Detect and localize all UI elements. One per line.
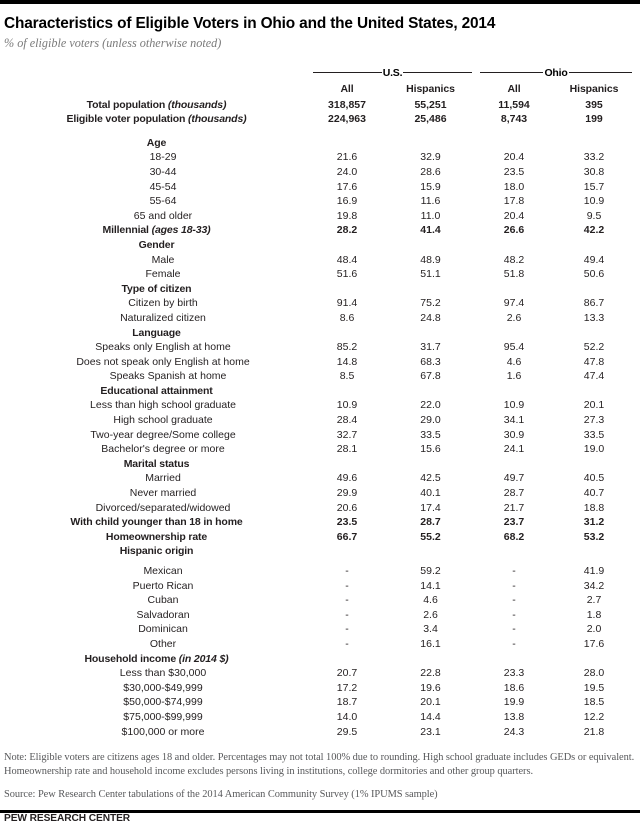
cell-us-hispanics: 51.1: [420, 268, 441, 281]
cell-ohio-all: [476, 326, 552, 341]
table-row: [4, 112, 636, 127]
cell-ohio-all: 34.1: [503, 414, 525, 427]
cell-ohio-hispanics: [552, 238, 636, 253]
row-label: Male: [151, 253, 175, 266]
cell-us-all: 28.2: [336, 224, 358, 237]
row-label: 18-29: [149, 151, 177, 164]
cell-ohio-all: 28.7: [503, 487, 525, 500]
table-row: [4, 398, 636, 413]
cell-ohio-hispanics: 47.4: [583, 370, 605, 383]
table-row: [4, 413, 636, 428]
row-label: Two-year degree/Some college: [90, 428, 236, 441]
cell-us-hispanics: 28.6: [420, 165, 441, 178]
table-row: [4, 296, 636, 311]
cell-us-all: 51.6: [336, 268, 358, 281]
table-row: [4, 326, 636, 341]
cell-us-all: [309, 384, 385, 399]
cell-ohio-hispanics: 34.2: [583, 579, 605, 592]
row-label: Marital status: [123, 457, 190, 470]
table-row: [4, 282, 636, 297]
row-label: Salvadoran: [136, 608, 190, 621]
cell-us-all: 17.2: [336, 681, 358, 694]
cell-ohio-all: [476, 384, 552, 399]
row-label: 55-64: [149, 195, 177, 208]
cell-ohio-all: [476, 238, 552, 253]
footnote-note: Note: Eligible voters are citizens ages 18 and older. Percentages may not total 100% due to rounding. High school graduate includes GEDs or equivalent. Homeownership rate and household income excludes persons living in institutions, college dormitories and other group quarters.: [4, 752, 635, 777]
table-head: [4, 65, 636, 98]
cell-ohio-all: 23.7: [503, 516, 525, 529]
cell-us-hispanics: 42.5: [420, 472, 441, 485]
cell-ohio-all: 18.0: [503, 180, 525, 193]
cell-us-all: 85.2: [336, 341, 358, 354]
cell-us-hispanics: 4.6: [423, 594, 438, 607]
cell-ohio-hispanics: 2.7: [586, 594, 602, 607]
cell-ohio-hispanics: 19.0: [583, 443, 605, 456]
row-label: Homeownership rate: [105, 530, 208, 543]
cell-us-hispanics: 23.1: [420, 725, 441, 738]
column-header-ohio-all: All: [507, 83, 521, 95]
cell-ohio-hispanics: 49.4: [583, 253, 605, 266]
cell-us-all: -: [345, 579, 349, 592]
cell-ohio-all: 30.9: [503, 428, 525, 441]
table-row: [4, 355, 636, 370]
table-row: [4, 442, 636, 457]
row-label: Never married: [129, 487, 197, 500]
cell-us-hispanics: 14.4: [420, 710, 441, 723]
cell-us-all: 66.7: [336, 530, 358, 543]
cell-us-all: 28.1: [336, 443, 358, 456]
table-row: [4, 340, 636, 355]
cell-us-all: 17.6: [336, 180, 358, 193]
cell-us-hispanics: 11.0: [420, 209, 441, 222]
table-row: [4, 194, 636, 209]
row-label: $30,000-$49,999: [123, 681, 203, 694]
row-label: 30-44: [149, 165, 177, 178]
cell-ohio-hispanics: 1.8: [586, 608, 602, 621]
table-row: [4, 136, 636, 151]
cell-ohio-hispanics: 52.2: [583, 341, 605, 354]
table-row: [4, 457, 636, 472]
row-label: Female: [145, 268, 181, 281]
cell-ohio-hispanics: 50.6: [583, 268, 605, 281]
cell-us-hispanics: [385, 457, 476, 472]
group-header-row: [4, 65, 636, 82]
cell-us-hispanics: 14.1: [420, 579, 441, 592]
cell-us-hispanics: 59.2: [420, 565, 441, 577]
cell-us-hispanics: 2.6: [423, 608, 438, 621]
cell-us-all: [309, 136, 385, 151]
row-label: Citizen by birth: [128, 297, 198, 310]
cell-us-all: 16.9: [336, 195, 358, 208]
row-label: Educational attainment: [100, 384, 213, 397]
table-footer: [4, 751, 636, 824]
page-content: [4, 0, 636, 824]
cell-us-all: 20.6: [336, 501, 358, 514]
cell-us-all: 23.5: [336, 516, 358, 529]
cell-us-all: 32.7: [336, 428, 358, 441]
row-label-emphasis: (ages 18-33): [151, 224, 211, 237]
table-row: [4, 608, 636, 623]
cell-us-hispanics: 3.4: [423, 623, 438, 636]
cell-us-hispanics: 24.8: [420, 311, 441, 324]
table-row: [4, 530, 636, 545]
table-row: [4, 725, 636, 740]
row-label: Cuban: [147, 594, 179, 607]
cell-ohio-all: -: [512, 594, 516, 607]
table-row: [4, 150, 636, 165]
cell-us-all: [309, 652, 385, 667]
cell-us-all: -: [345, 623, 349, 636]
cell-us-hispanics: [385, 282, 476, 297]
row-label: Puerto Rican: [132, 579, 194, 592]
page-subtitle: % of eligible voters (unless otherwise noted): [4, 36, 222, 50]
cell-ohio-all: -: [512, 637, 516, 650]
cell-us-hispanics: 17.4: [420, 501, 441, 514]
cell-ohio-hispanics: 27.3: [583, 414, 605, 427]
cell-ohio-all: 23.5: [503, 165, 525, 178]
table-row: [4, 710, 636, 725]
row-label: $100,000 or more: [121, 725, 205, 738]
row-label: Married: [145, 472, 181, 485]
table-row: [4, 666, 636, 681]
cell-ohio-hispanics: 13.3: [583, 311, 605, 324]
table-row: [4, 428, 636, 443]
table-row: [4, 253, 636, 268]
cell-us-all: 8.5: [339, 370, 355, 383]
cell-ohio-all: 48.2: [503, 253, 525, 266]
cell-ohio-hispanics: 41.9: [583, 565, 605, 577]
cell-ohio-hispanics: 40.5: [583, 472, 605, 485]
row-label: Household income (in 2014 $): [84, 652, 229, 665]
cell-ohio-all: [476, 282, 552, 297]
cell-ohio-all: 10.9: [503, 399, 525, 412]
cell-us-hispanics: 33.5: [420, 428, 441, 441]
table-row: [4, 564, 636, 579]
row-label: $75,000-$99,999: [123, 710, 203, 723]
cell-ohio-all: 49.7: [503, 472, 525, 485]
cell-ohio-hispanics: [552, 457, 636, 472]
cell-ohio-all: -: [512, 623, 516, 636]
cell-ohio-hispanics: 28.0: [583, 667, 605, 680]
cell-ohio-hispanics: 10.9: [583, 195, 605, 208]
cell-us-all: 14.0: [336, 710, 358, 723]
bottom-rule: [0, 810, 640, 813]
cell-us-hispanics: 19.6: [420, 681, 441, 694]
cell-ohio-all: 4.6: [506, 355, 522, 368]
cell-ohio-hispanics: 33.5: [583, 428, 605, 441]
table-row: [4, 515, 636, 530]
cell-ohio-hispanics: 31.2: [583, 516, 605, 529]
row-label: Millennial (ages 18-33): [102, 224, 211, 237]
group-label-us: U.S.: [382, 67, 403, 80]
column-header-us-hispanics: Hispanics: [406, 83, 455, 95]
cell-ohio-hispanics: 9.5: [586, 209, 602, 222]
cell-us-all: 18.7: [336, 696, 358, 709]
cell-ohio-all: [476, 457, 552, 472]
row-label: Dominican: [138, 623, 188, 636]
cell-us-hispanics: 29.0: [420, 414, 441, 427]
cell-us-all: 14.8: [336, 355, 358, 368]
cell-us-all: 19.8: [336, 209, 358, 222]
cell-ohio-all: 24.1: [503, 443, 525, 456]
cell-us-hispanics: 28.7: [420, 516, 441, 529]
row-label: Less than $30,000: [119, 667, 207, 680]
cell-ohio-all: 11,594: [498, 98, 530, 111]
cell-us-all: [309, 457, 385, 472]
row-label: Type of citizen: [121, 282, 192, 295]
cell-us-all: [309, 238, 385, 253]
cell-ohio-hispanics: 42.2: [583, 224, 605, 237]
row-label: Bachelor's degree or more: [101, 443, 225, 456]
table-row: [4, 695, 636, 710]
group-header-us: [309, 65, 476, 82]
cell-us-all: 8.6: [339, 311, 355, 324]
cell-us-hispanics: 68.3: [420, 355, 441, 368]
characteristics-table: [4, 65, 636, 739]
cell-ohio-all: 23.3: [503, 667, 525, 680]
cell-ohio-all: [476, 652, 552, 667]
table-row: [4, 501, 636, 516]
row-label: Naturalized citizen: [120, 311, 206, 324]
table-row: [4, 486, 636, 501]
cell-ohio-hispanics: 199: [585, 113, 603, 126]
cell-us-hispanics: [385, 136, 476, 151]
cell-us-hispanics: 15.9: [420, 180, 441, 193]
cell-us-all: [309, 326, 385, 341]
row-label-emphasis: (in 2014 $): [178, 652, 229, 665]
cell-ohio-hispanics: 53.2: [583, 530, 605, 543]
dash-rule-right: [569, 72, 632, 73]
table-row: [4, 223, 636, 238]
page-title: Characteristics of Eligible Voters in Ohio and the United States, 2014: [4, 15, 496, 32]
cell-us-hispanics: 32.9: [420, 151, 441, 164]
cell-us-hispanics: 48.9: [420, 253, 441, 266]
cell-ohio-all: 20.4: [503, 151, 525, 164]
cell-ohio-all: 26.6: [503, 224, 525, 237]
cell-us-all: [309, 282, 385, 297]
cell-us-all: 29.9: [336, 487, 358, 500]
cell-ohio-hispanics: 20.1: [583, 399, 605, 412]
cell-ohio-hispanics: [552, 652, 636, 667]
cell-us-hispanics: [385, 326, 476, 341]
cell-ohio-all: 17.8: [503, 195, 525, 208]
cell-ohio-all: 21.7: [503, 501, 525, 514]
table-row: [4, 637, 636, 652]
row-label: Age: [146, 136, 167, 149]
table-row: [4, 98, 636, 113]
table-row: [4, 471, 636, 486]
cell-us-hispanics: 41.4: [420, 224, 441, 237]
cell-us-hispanics: 55.2: [420, 530, 441, 543]
table-row: [4, 681, 636, 696]
cell-us-hispanics: [385, 652, 476, 667]
row-label: With child younger than 18 in home: [70, 516, 243, 529]
cell-ohio-hispanics: 12.2: [583, 710, 605, 723]
cell-ohio-hispanics: 33.2: [583, 151, 605, 164]
row-label: High school graduate: [113, 414, 213, 427]
cell-us-all: 48.4: [336, 253, 358, 266]
cell-us-all: 28.4: [336, 414, 358, 427]
group-header-spacer: [4, 65, 309, 82]
cell-us-all: [309, 544, 385, 559]
cell-us-all: 21.6: [336, 151, 358, 164]
cell-ohio-hispanics: 18.8: [583, 501, 605, 514]
cell-ohio-all: -: [512, 579, 516, 592]
column-header-ohio-hispanics: Hispanics: [569, 83, 619, 95]
cell-ohio-hispanics: 47.8: [583, 355, 605, 368]
group-header-ohio: [476, 65, 636, 82]
cell-ohio-hispanics: 395: [585, 98, 603, 111]
cell-us-hispanics: 20.1: [420, 696, 441, 709]
column-header-row: [4, 82, 636, 98]
cell-ohio-all: 97.4: [503, 297, 525, 310]
cell-ohio-all: 18.6: [503, 681, 525, 694]
cell-ohio-hispanics: 18.5: [583, 696, 605, 709]
cell-ohio-hispanics: 21.8: [583, 725, 605, 738]
cell-us-hispanics: 25,486: [414, 113, 447, 126]
row-label: Less than high school graduate: [90, 399, 236, 412]
cell-us-all: -: [345, 637, 349, 650]
dash-rule-left: [313, 72, 382, 73]
cell-ohio-hispanics: [552, 136, 636, 151]
cell-ohio-all: -: [512, 565, 516, 577]
dash-rule-right: [403, 72, 472, 73]
cell-us-hispanics: 22.0: [420, 399, 441, 412]
row-label-emphasis: (thousands): [167, 98, 227, 111]
table-row-spacer: [4, 127, 636, 136]
cell-ohio-all: 51.8: [503, 268, 525, 281]
table-row: [4, 311, 636, 326]
row-label: Mexican: [143, 565, 183, 577]
cell-us-all: 20.7: [336, 667, 358, 680]
cell-us-all: -: [345, 594, 349, 607]
row-label: Speaks only English at home: [95, 341, 231, 354]
table-row: [4, 652, 636, 667]
row-label: Other: [149, 637, 177, 650]
cell-us-all: -: [345, 565, 349, 577]
table-row: [4, 238, 636, 253]
cell-us-hispanics: 31.7: [420, 341, 441, 354]
cell-ohio-hispanics: [552, 326, 636, 341]
cell-us-hispanics: 22.8: [420, 667, 441, 680]
cell-ohio-all: 19.9: [503, 696, 525, 709]
row-label-emphasis: (thousands): [188, 113, 247, 126]
cell-ohio-all: 68.2: [503, 530, 525, 543]
row-label: Language: [132, 326, 181, 339]
cell-ohio-all: 13.8: [503, 710, 525, 723]
row-label: 45-54: [149, 180, 177, 193]
cell-us-all: 318,857: [328, 98, 366, 111]
table-row: [4, 384, 636, 399]
spacer-cell: [4, 127, 636, 136]
row-label: 65 and older: [133, 209, 193, 222]
cell-ohio-all: 2.6: [506, 311, 522, 324]
cell-us-all: 224,963: [328, 113, 366, 126]
cell-us-hispanics: [385, 238, 476, 253]
table-row: [4, 579, 636, 594]
table-row: [4, 267, 636, 282]
cell-us-all: 10.9: [336, 399, 358, 412]
cell-ohio-hispanics: [552, 384, 636, 399]
cell-ohio-all: -: [512, 608, 516, 621]
cell-us-all: 49.6: [336, 472, 358, 485]
cell-us-hispanics: 67.8: [420, 370, 441, 383]
row-label: Total population (thousands): [86, 98, 227, 111]
cell-ohio-hispanics: 2.0: [586, 623, 602, 636]
row-label: Speaks Spanish at home: [109, 370, 227, 383]
cell-ohio-hispanics: 40.7: [583, 487, 605, 500]
cell-us-all: -: [345, 608, 349, 621]
cell-ohio-hispanics: 19.5: [583, 681, 605, 694]
table-row: [4, 544, 636, 559]
table-row: [4, 593, 636, 608]
cell-us-all: 29.5: [336, 725, 358, 738]
cell-ohio-all: 24.3: [503, 725, 525, 738]
organization-name: PEW RESEARCH CENTER: [4, 813, 131, 824]
table-row: [4, 180, 636, 195]
footnote-source: Source: Pew Research Center tabulations of the 2014 American Community Survey (1% IPUMS sample): [4, 788, 438, 800]
cell-us-hispanics: 15.6: [420, 443, 441, 456]
cell-us-hispanics: 11.6: [420, 195, 441, 208]
row-label: Hispanic origin: [119, 545, 194, 558]
table-row: [4, 165, 636, 180]
cell-us-hispanics: [385, 544, 476, 559]
cell-us-hispanics: [385, 384, 476, 399]
row-label: Gender: [138, 238, 175, 251]
row-label: Eligible voter population (thousands): [66, 113, 247, 126]
cell-ohio-hispanics: 15.7: [583, 180, 605, 193]
cell-us-hispanics: 40.1: [420, 487, 441, 500]
cell-ohio-hispanics: 17.6: [583, 637, 605, 650]
cell-us-hispanics: 55,251: [414, 98, 447, 111]
table-row: [4, 622, 636, 637]
dash-rule-left: [480, 72, 543, 73]
table-body: [4, 98, 636, 740]
column-header-us-all: All: [340, 83, 354, 95]
cell-ohio-all: [476, 136, 552, 151]
cell-ohio-hispanics: 86.7: [583, 297, 605, 310]
cell-ohio-all: 20.4: [503, 209, 525, 222]
row-label: Divorced/separated/widowed: [95, 501, 231, 514]
cell-ohio-all: 95.4: [503, 341, 525, 354]
cell-us-hispanics: 16.1: [420, 637, 441, 650]
group-label-ohio: Ohio: [544, 67, 568, 80]
cell-us-all: 91.4: [336, 297, 358, 310]
cell-ohio-hispanics: [552, 544, 636, 559]
column-header-label: [4, 82, 309, 98]
table-row: [4, 209, 636, 224]
row-label: $50,000-$74,999: [123, 696, 203, 709]
row-label: Does not speak only English at home: [76, 355, 250, 368]
cell-ohio-hispanics: 30.8: [583, 165, 605, 178]
cell-ohio-all: [476, 544, 552, 559]
cell-ohio-all: 8,743: [500, 113, 528, 126]
cell-ohio-all: 1.6: [506, 370, 522, 383]
cell-us-hispanics: 75.2: [420, 297, 441, 310]
cell-ohio-hispanics: [552, 282, 636, 297]
table-row: [4, 369, 636, 384]
cell-us-all: 24.0: [336, 165, 358, 178]
